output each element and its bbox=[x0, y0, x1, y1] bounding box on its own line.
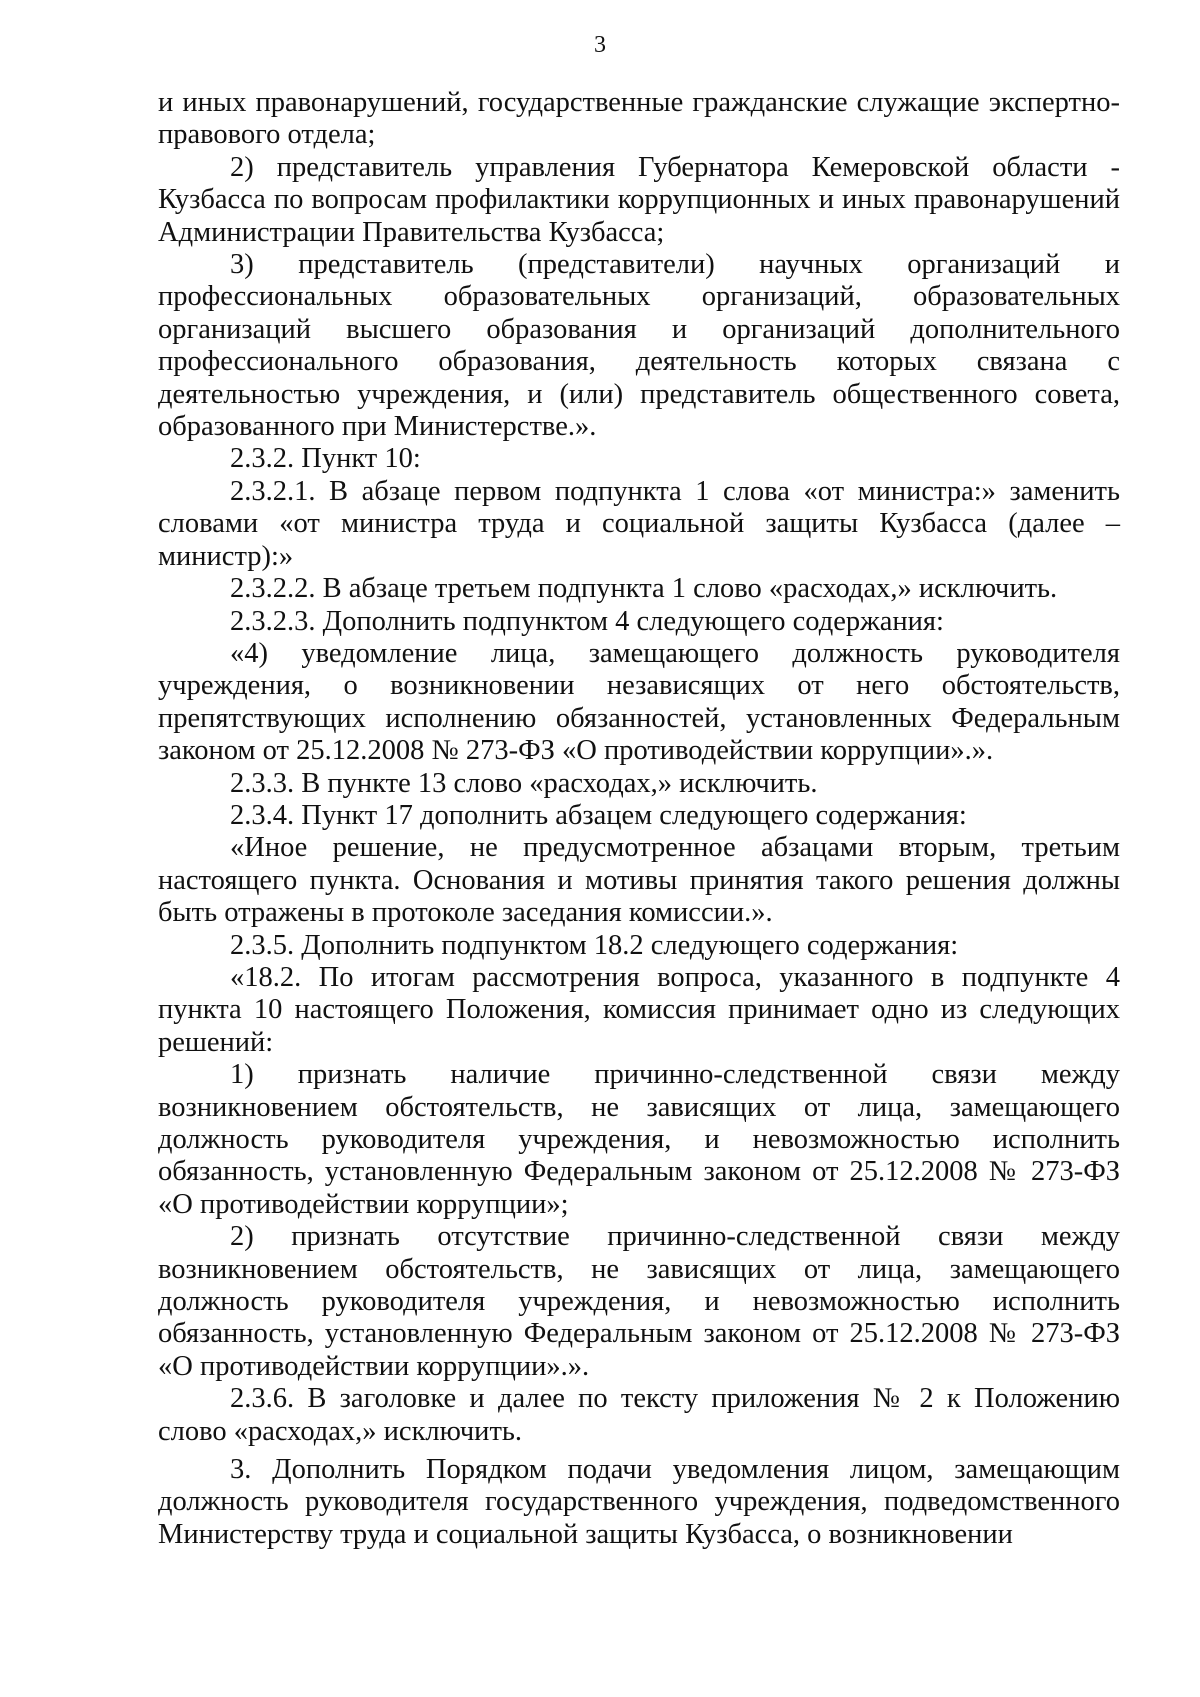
paragraph-continuation: и иных правонарушений, государственные гражданские служащие экспертно-правового отдела; bbox=[158, 87, 1120, 151]
paragraph-2-3-2-1: 2.3.2.1. В абзаце первом подпункта 1 слова «от министра:» заменить словами «от министра труда и социальной защиты Кузбасса (далее – министр):» bbox=[158, 475, 1120, 572]
paragraph-2-3-4: 2.3.4. Пункт 17 дополнить абзацем следующего содержания: bbox=[230, 799, 967, 831]
paragraph-quote-18-2: «18.2. По итогам рассмотрения вопроса, указанного в подпункте 4 пункта 10 настоящего Положения, комиссия принимает одно из следующих решений: bbox=[158, 961, 1120, 1058]
paragraph-2-3-5: 2.3.5. Дополнить подпунктом 18.2 следующего содержания: bbox=[230, 929, 959, 961]
paragraph-2-3-2-3: 2.3.2.3. Дополнить подпунктом 4 следующего содержания: bbox=[230, 605, 944, 637]
document-body bbox=[158, 87, 1120, 1551]
paragraph-decision-2: 2) признать отсутствие причинно-следственной связи между возникновением обстоятельств, не зависящих от лица, замещающего должность руководителя учреждения, и невозможностью исполнить обязанность, установленную Федеральным законом от 25.12.2008 № 273-ФЗ «О противодействии коррупции».». bbox=[158, 1221, 1120, 1382]
paragraph-2-3-2: 2.3.2. Пункт 10: bbox=[230, 443, 421, 475]
paragraph-2-3-3: 2.3.3. В пункте 13 слово «расходах,» исключить. bbox=[230, 767, 818, 799]
paragraph-quote-4: «4) уведомление лица, замещающего должность руководителя учреждения, о возникновении независящих от него обстоятельств, препятствующих исполнению обязанностей, установленных Федеральным законом от 25.12.2008 № 273-ФЗ «О противодействии коррупции».». bbox=[158, 637, 1120, 767]
paragraph-quote-other-decision: «Иное решение, не предусмотренное абзацами вторым, третьим настоящего пункта. Основания и мотивы принятия такого решения должны быть отражены в протоколе заседания комиссии.». bbox=[158, 832, 1120, 929]
paragraph-3: 3. Дополнить Порядком подачи уведомления лицом, замещающим должность руководителя государственного учреждения, подведомственного Министерству труда и социальной защиты Кузбасса, о возникновении bbox=[158, 1454, 1120, 1550]
paragraph-2-3-6: 2.3.6. В заголовке и далее по тексту приложения № 2 к Положению слово «расходах,» исключить. bbox=[158, 1383, 1120, 1447]
page-number: 3 bbox=[594, 32, 606, 58]
paragraph-decision-1: 1) признать наличие причинно-следственной связи между возникновением обстоятельств, не зависящих от лица, замещающего должность руководителя учреждения, и невозможностью исполнить обязанность, установленную Федеральным законом от 25.12.2008 № 273-ФЗ «О противодействии коррупции»; bbox=[158, 1059, 1120, 1220]
paragraph-2-3-2-2: 2.3.2.2. В абзаце третьем подпункта 1 слово «расходах,» исключить. bbox=[230, 573, 1058, 605]
paragraph-item-3: 3) представитель (представители) научных организаций и профессиональных образовательных организаций, образовательных организаций высшего образования и организаций дополнительного профессионального образования, деятельность которых связана с деятельностью учреждения, и (или) представитель общественного совета, образованного при Министерстве.». bbox=[158, 249, 1120, 443]
paragraph-item-2: 2) представитель управления Губернатора Кемеровской области - Кузбасса по вопросам профилактики коррупционных и иных правонарушений Администрации Правительства Кузбасса; bbox=[158, 151, 1120, 248]
